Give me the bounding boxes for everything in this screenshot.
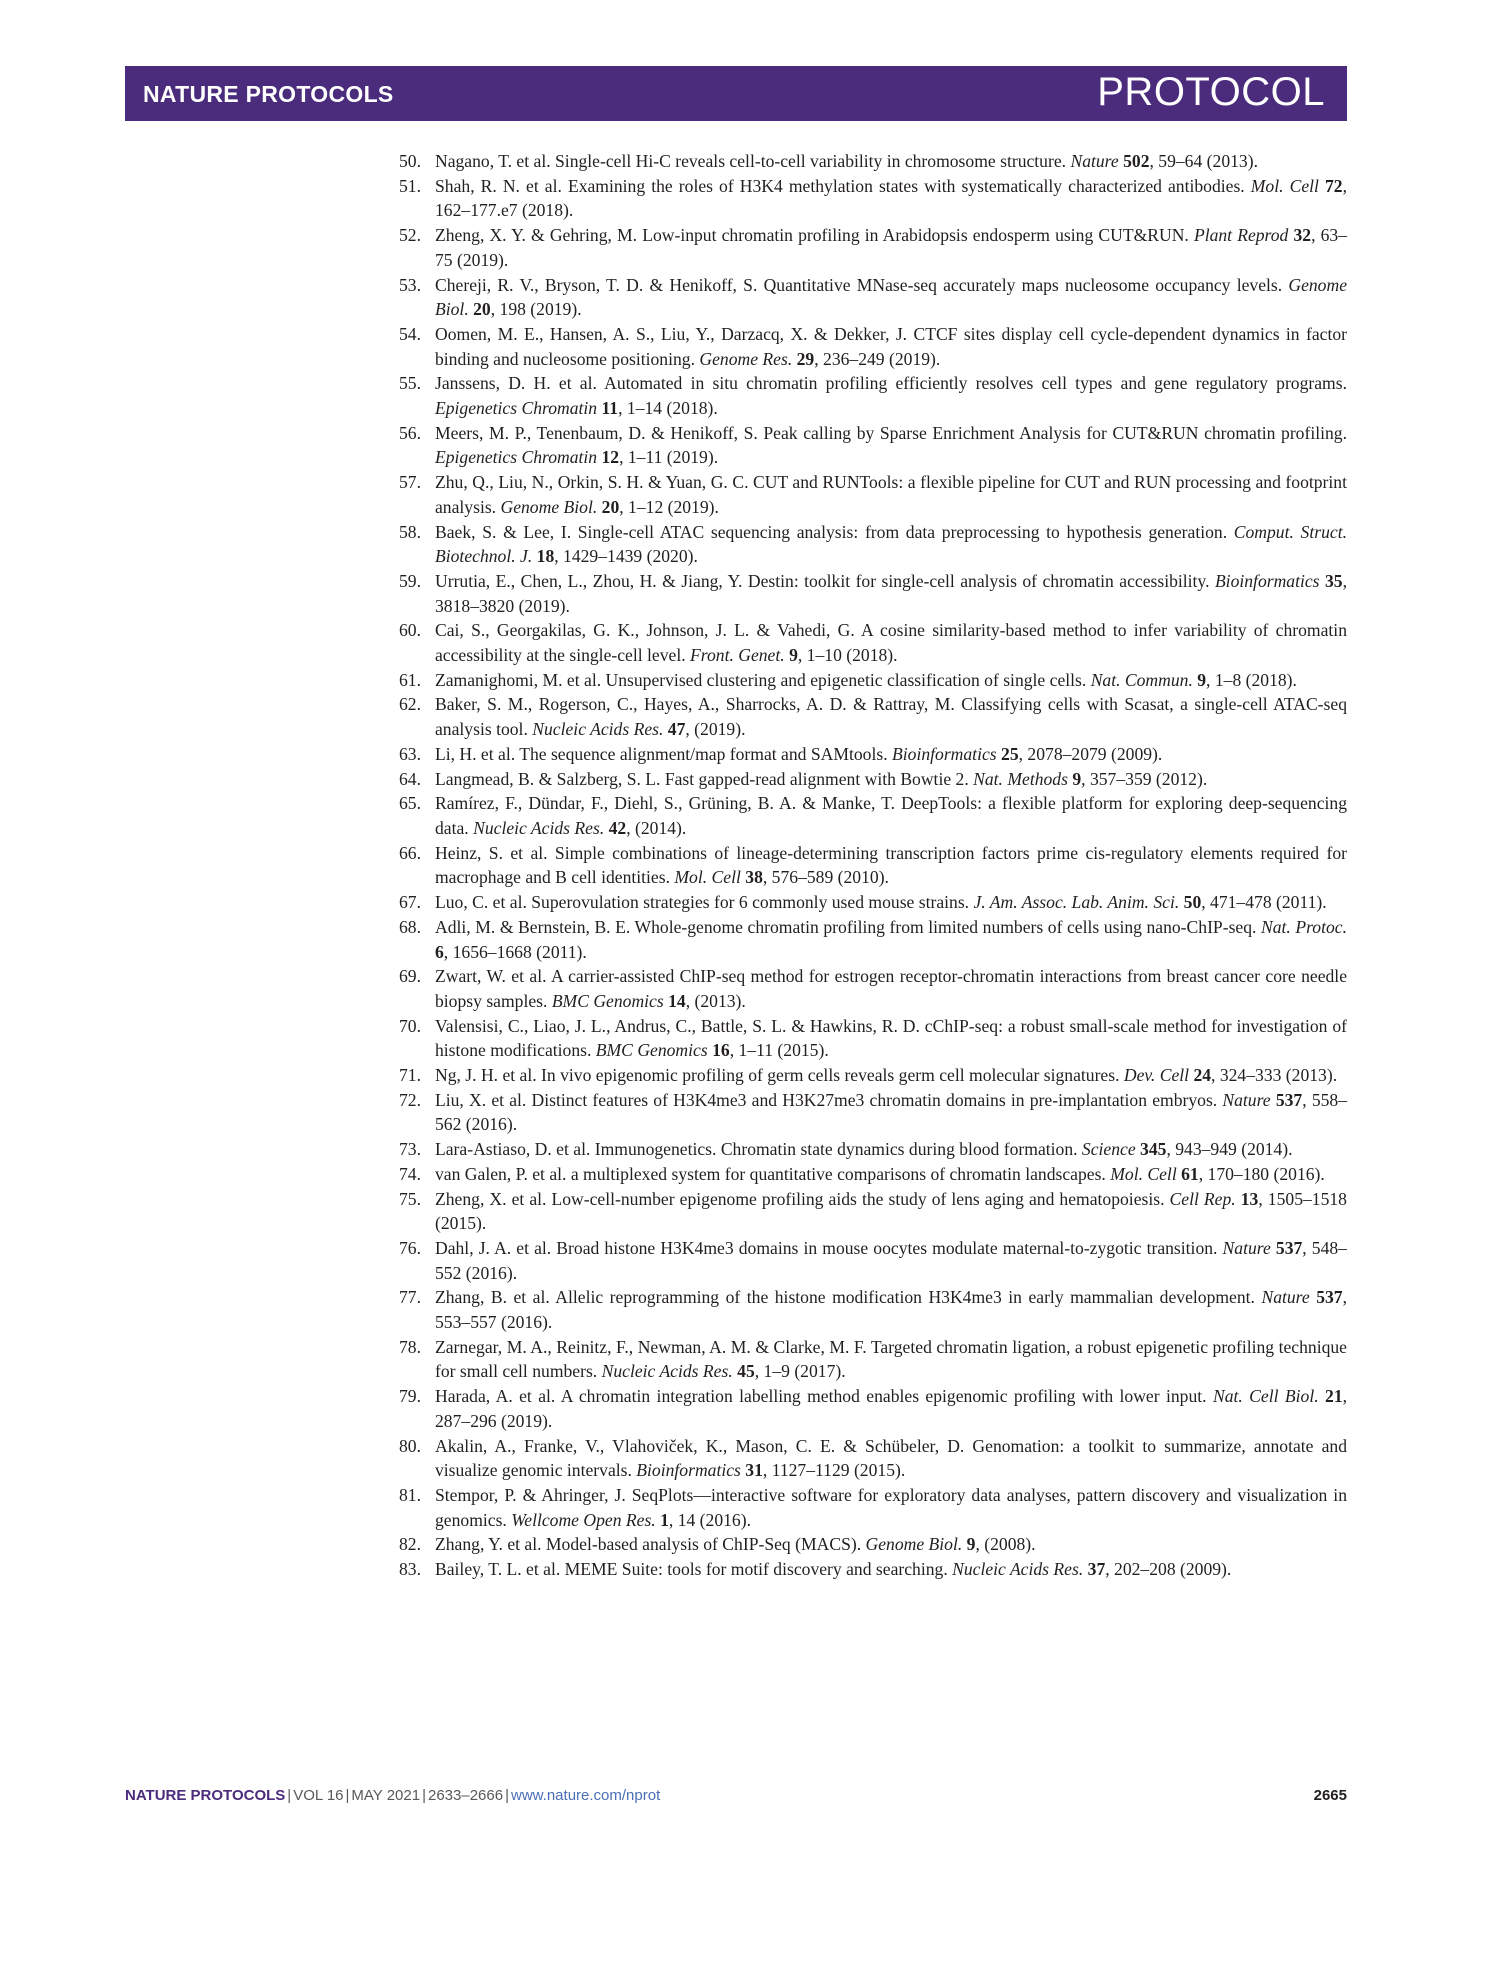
footer-citation: NATURE PROTOCOLS | VOL 16 | MAY 2021 | 2633–2666 | www.nature.com/nprot <box>125 1787 661 1804</box>
reference-item <box>399 1285 1347 1334</box>
reference-pages: , 576–589 (2010). <box>762 867 889 888</box>
reference-journal: Bioinformatics <box>892 743 997 764</box>
reference-text: Ng, J. H. et al. In vivo epigenomic profiling of germ cells reveals germ cell molecular signatures. <box>435 1065 1120 1086</box>
reference-journal: Mol. Cell <box>1110 1163 1177 1184</box>
reference-volume: 20 <box>601 496 620 517</box>
reference-pages: , 1–10 (2018). <box>797 645 898 666</box>
reference-journal: Nucleic Acids Res. <box>532 719 664 740</box>
reference-journal: Bioinformatics <box>1214 570 1320 591</box>
reference-number: 75. <box>399 1188 421 1209</box>
reference-number: 64. <box>399 768 421 789</box>
reference-pages: , 357–359 (2012). <box>1081 768 1208 789</box>
reference-journal: Plant Reprod <box>1193 225 1289 246</box>
reference-number: 51. <box>399 175 421 196</box>
reference-text: Langmead, B. & Salzberg, S. L. Fast gapped-read alignment with Bowtie 2. <box>435 768 969 789</box>
reference-text: Chereji, R. V., Bryson, T. D. & Henikoff, S. Quantitative MNase-seq accurately maps nucleosome occupancy levels. <box>435 274 1283 295</box>
reference-number: 57. <box>399 472 421 493</box>
reference-item <box>399 470 1347 519</box>
reference-volume: 345 <box>1140 1139 1167 1160</box>
reference-number: 70. <box>399 1015 421 1036</box>
reference-volume: 20 <box>473 299 491 320</box>
reference-pages: , 1127–1129 (2015). <box>762 1460 906 1481</box>
reference-journal: BMC Genomics <box>551 990 664 1011</box>
reference-pages: , 1–9 (2017). <box>754 1361 846 1382</box>
reference-number: 62. <box>399 694 421 715</box>
reference-volume: 9 <box>1197 669 1207 690</box>
reference-journal: Nat. Protoc. <box>1260 916 1347 937</box>
reference-item <box>399 964 1347 1013</box>
reference-volume: 25 <box>1001 743 1019 764</box>
reference-pages: , 1–11 (2019). <box>619 447 719 468</box>
reference-number: 81. <box>399 1484 421 1505</box>
reference-volume: 37 <box>1087 1559 1106 1580</box>
footer-volume: VOL 16 <box>293 1787 344 1804</box>
reference-journal: Nat. Methods <box>973 768 1068 789</box>
reference-volume: 38 <box>745 867 763 888</box>
reference-item <box>399 1162 1347 1187</box>
reference-pages: , 553–557 (2016). <box>435 1287 1347 1333</box>
reference-item <box>399 890 1347 915</box>
reference-pages: , 1–11 (2015). <box>729 1040 829 1061</box>
reference-volume: 18 <box>536 546 555 567</box>
reference-number: 76. <box>399 1237 421 1258</box>
reference-item <box>399 915 1347 964</box>
reference-pages: , 1–14 (2018). <box>618 398 718 419</box>
footer-pages: 2633–2666 <box>428 1787 504 1804</box>
reference-text: Stempor, P. & Ahringer, J. SeqPlots—interactive software for exploratory data analyses, pattern discovery and visualization in genomics. <box>435 1484 1347 1530</box>
reference-item <box>399 1483 1347 1532</box>
reference-item <box>399 569 1347 618</box>
reference-text: Shah, R. N. et al. Examining the roles of H3K4 methylation states with systematically characterized antibodies. <box>435 175 1245 196</box>
reference-text: Ramírez, F., Dündar, F., Diehl, S., Grüning, B. A. & Manke, T. DeepTools: a flexible platform for exploring deep-sequencing data. <box>435 793 1347 838</box>
reference-list <box>399 149 1347 1582</box>
reference-volume: 24 <box>1193 1065 1212 1086</box>
reference-number: 59. <box>399 570 421 591</box>
reference-text: Urrutia, E., Chen, L., Zhou, H. & Jiang, Y. Destin: toolkit for single-cell analysis of chromatin accessibility. <box>435 570 1210 591</box>
reference-item <box>399 791 1347 840</box>
reference-volume: 50 <box>1183 892 1202 913</box>
page-number: 2665 <box>1313 1787 1347 1804</box>
reference-volume: 9 <box>789 645 798 666</box>
reference-item <box>399 692 1347 741</box>
reference-journal: Dev. Cell <box>1123 1065 1190 1086</box>
reference-volume: 537 <box>1316 1287 1343 1308</box>
reference-text: Luo, C. et al. Superovulation strategies for 6 commonly used mouse strains. <box>435 892 970 913</box>
reference-journal: Genome Biol. <box>435 274 1347 320</box>
reference-item <box>399 1434 1347 1483</box>
reference-item <box>399 371 1347 420</box>
reference-number: 65. <box>399 793 421 814</box>
reference-pages: , 548–552 (2016). <box>435 1237 1347 1283</box>
reference-item <box>399 841 1347 890</box>
reference-journal: BMC Genomics <box>595 1040 708 1061</box>
reference-pages: , (2013). <box>685 990 746 1011</box>
reference-text: Bailey, T. L. et al. MEME Suite: tools for motif discovery and searching. <box>435 1559 948 1580</box>
reference-pages: , 324–333 (2013). <box>1211 1065 1338 1086</box>
footer-date: MAY 2021 <box>351 1787 421 1804</box>
page-footer <box>125 1787 1347 1811</box>
reference-item <box>399 742 1347 767</box>
reference-volume: 9 <box>1072 768 1082 789</box>
reference-pages: , 198 (2019). <box>490 299 582 320</box>
reference-volume: 9 <box>966 1534 976 1555</box>
reference-number: 82. <box>399 1534 421 1555</box>
reference-pages: , 287–296 (2019). <box>435 1386 1348 1431</box>
reference-text: Zheng, X. et al. Low-cell-number epigenome profiling aids the study of lens aging and hematopoiesis. <box>435 1188 1165 1209</box>
reference-item <box>399 1557 1347 1582</box>
reference-item <box>399 174 1347 223</box>
reference-text: van Galen, P. et al. a multiplexed system for quantitative comparisons of chromatin landscapes. <box>435 1163 1106 1184</box>
reference-pages: , 2078–2079 (2009). <box>1018 743 1163 764</box>
reference-journal: Genome Biol. <box>865 1534 963 1555</box>
reference-pages: , 3818–3820 (2019). <box>435 570 1347 616</box>
reference-item <box>399 668 1347 693</box>
reference-pages: , (2008). <box>975 1534 1036 1555</box>
reference-volume: 537 <box>1275 1237 1303 1258</box>
reference-number: 54. <box>399 323 421 344</box>
reference-text: Liu, X. et al. Distinct features of H3K4me3 and H3K27me3 chromatin domains in pre-implantation embryos. <box>435 1089 1218 1110</box>
reference-journal: Nature <box>1070 151 1119 171</box>
reference-volume: 61 <box>1181 1163 1199 1184</box>
reference-pages: , 59–64 (2013). <box>1149 151 1258 171</box>
reference-number: 61. <box>399 669 421 690</box>
reference-number: 52. <box>399 225 421 246</box>
reference-pages: , 1656–1668 (2011). <box>443 941 587 962</box>
reference-text: Adli, M. & Bernstein, B. E. Whole-genome chromatin profiling from limited numbers of cells using nano-ChIP-seq. <box>435 916 1257 937</box>
reference-text: Cai, S., Georgakilas, G. K., Johnson, J. L. & Vahedi, G. A cosine similarity-based method to infer variability of chromatin accessibility at the single-cell level. <box>435 620 1347 666</box>
reference-text: Harada, A. et al. A chromatin integration labelling method enables epigenomic profiling with lower input. <box>435 1386 1207 1407</box>
reference-item <box>399 1088 1347 1137</box>
reference-volume: 6 <box>435 941 444 962</box>
reference-volume: 537 <box>1275 1089 1303 1110</box>
reference-number: 50. <box>399 151 421 171</box>
reference-pages: , 63–75 (2019). <box>435 225 1348 270</box>
reference-pages: , 236–249 (2019). <box>814 348 941 369</box>
reference-item <box>399 1063 1347 1088</box>
reference-number: 67. <box>399 892 421 913</box>
reference-item <box>399 1236 1347 1285</box>
reference-number: 53. <box>399 274 421 295</box>
reference-journal: Nucleic Acids Res. <box>952 1559 1084 1580</box>
reference-journal: Epigenetics Chromatin <box>435 398 598 419</box>
reference-text: Zhu, Q., Liu, N., Orkin, S. H. & Yuan, G. C. CUT and RUNTools: a flexible pipeline for CUT and RUN processing and footprint analysis. <box>435 472 1347 517</box>
reference-volume: 21 <box>1325 1386 1343 1407</box>
reference-item <box>399 1014 1347 1063</box>
section-label: PROTOCOL <box>1097 70 1325 114</box>
reference-volume: 42 <box>608 817 627 838</box>
reference-text: Li, H. et al. The sequence alignment/map format and SAMtools. <box>435 743 888 764</box>
reference-number: 79. <box>399 1386 421 1407</box>
reference-text: Lara-Astiaso, D. et al. Immunogenetics. Chromatin state dynamics during blood formation. <box>435 1139 1078 1160</box>
reference-item <box>399 1187 1347 1236</box>
reference-volume: 35 <box>1324 570 1343 591</box>
reference-number: 60. <box>399 620 421 641</box>
reference-item <box>399 618 1347 667</box>
reference-journal: Mol. Cell <box>674 867 741 888</box>
reference-text: Valensisi, C., Liao, J. L., Andrus, C., Battle, S. L. & Hawkins, R. D. cChIP-seq: a robust small-scale method for investigation of histone modifications. <box>435 1015 1347 1061</box>
reference-text: Zheng, X. Y. & Gehring, M. Low-input chromatin profiling in Arabidopsis endosperm using CUT&RUN. <box>435 225 1189 246</box>
reference-number: 66. <box>399 842 421 863</box>
reference-journal: Mol. Cell <box>1250 175 1319 196</box>
reference-journal: Nat. Commun. <box>1090 669 1193 690</box>
reference-item <box>399 1335 1347 1384</box>
journal-name: NATURE PROTOCOLS <box>143 81 394 107</box>
reference-text: Zhang, B. et al. Allelic reprogramming of the histone modification H3K4me3 in early mammalian development. <box>435 1287 1255 1308</box>
reference-item <box>399 273 1347 322</box>
reference-number: 58. <box>399 521 421 542</box>
reference-text: Dahl, J. A. et al. Broad histone H3K4me3 domains in mouse oocytes modulate maternal-to-zygotic transition. <box>435 1237 1218 1258</box>
reference-journal: Wellcome Open Res. <box>511 1509 656 1530</box>
reference-number: 69. <box>399 966 421 987</box>
reference-volume: 11 <box>601 398 619 419</box>
reference-number: 56. <box>399 422 421 443</box>
reference-journal: Nature <box>1261 1287 1310 1308</box>
reference-item <box>399 1384 1347 1433</box>
reference-journal: Nucleic Acids Res. <box>601 1361 733 1382</box>
reference-number: 83. <box>399 1559 421 1580</box>
reference-pages: , 943–949 (2014). <box>1166 1139 1293 1160</box>
reference-pages: , 162–177.e7 (2018). <box>435 175 1347 221</box>
reference-journal: Bioinformatics <box>636 1460 741 1481</box>
reference-volume: 16 <box>712 1040 730 1061</box>
footer-journal: NATURE PROTOCOLS <box>125 1787 286 1804</box>
reference-journal: Nucleic Acids Res. <box>473 817 605 838</box>
footer-url-link[interactable]: www.nature.com/nprot <box>511 1787 661 1804</box>
reference-volume: 31 <box>745 1460 763 1481</box>
header-bar <box>125 66 1347 121</box>
reference-pages: , 1–12 (2019). <box>619 496 719 517</box>
reference-text: Oomen, M. E., Hansen, A. S., Liu, Y., Darzacq, X. & Dekker, J. CTCF sites display cell cycle-dependent dynamics in factor binding and nucleosome positioning. <box>435 323 1347 369</box>
reference-volume: 47 <box>667 719 686 740</box>
reference-number: 74. <box>399 1163 421 1184</box>
reference-number: 55. <box>399 373 421 394</box>
reference-item <box>399 421 1347 470</box>
reference-item <box>399 520 1347 569</box>
reference-number: 80. <box>399 1435 421 1456</box>
reference-item <box>399 1137 1347 1162</box>
reference-item <box>399 223 1347 272</box>
reference-item <box>399 149 1347 174</box>
reference-volume: 72 <box>1325 175 1343 196</box>
reference-pages: , 1429–1439 (2020). <box>554 546 698 567</box>
reference-journal: J. Am. Assoc. Lab. Anim. Sci. <box>973 892 1180 913</box>
reference-pages: , 558–562 (2016). <box>435 1089 1348 1135</box>
reference-pages: , (2019). <box>685 719 746 740</box>
reference-volume: 29 <box>796 348 815 369</box>
reference-text: Meers, M. P., Tenenbaum, D. & Henikoff, S. Peak calling by Sparse Enrichment Analysis for CUT&RUN chromatin profiling. <box>435 422 1347 443</box>
reference-volume: 45 <box>737 1361 755 1382</box>
reference-pages: , 202–208 (2009). <box>1105 1559 1232 1580</box>
reference-pages: , 1–8 (2018). <box>1206 669 1297 690</box>
reference-volume: 14 <box>668 990 686 1011</box>
reference-number: 68. <box>399 916 421 937</box>
reference-number: 63. <box>399 743 421 764</box>
reference-text: Zhang, Y. et al. Model-based analysis of ChIP-Seq (MACS). <box>435 1534 862 1555</box>
reference-text: Zarnegar, M. A., Reinitz, F., Newman, A. M. & Clarke, M. F. Targeted chromatin ligation, a robust epigenetic profiling technique for small cell numbers. <box>435 1336 1347 1382</box>
reference-item <box>399 767 1347 792</box>
reference-journal: Comput. Struct. Biotechnol. J. <box>435 521 1347 567</box>
reference-volume: 12 <box>601 447 620 468</box>
reference-number: 72. <box>399 1089 421 1110</box>
reference-journal: Nat. Cell Biol. <box>1212 1386 1319 1407</box>
reference-journal: Front. Genet. <box>690 645 785 666</box>
reference-journal: Genome Biol. <box>500 496 598 517</box>
reference-item <box>399 1532 1347 1557</box>
reference-journal: Nature <box>1222 1237 1271 1258</box>
reference-pages: , 170–180 (2016). <box>1198 1163 1325 1184</box>
reference-journal: Genome Res. <box>699 348 793 369</box>
reference-journal: Nature <box>1222 1089 1271 1110</box>
reference-volume: 1 <box>660 1509 669 1530</box>
reference-text: Heinz, S. et al. Simple combinations of lineage-determining transcription factors prime cis-regulatory elements required for macrophage and B cell identities. <box>435 842 1347 888</box>
reference-number: 77. <box>399 1287 421 1308</box>
reference-number: 71. <box>399 1065 421 1086</box>
reference-text: Janssens, D. H. et al. Automated in situ chromatin profiling efficiently resolves cell types and gene regulatory programs. <box>435 373 1347 394</box>
reference-journal: Cell Rep. <box>1169 1188 1236 1209</box>
reference-volume: 502 <box>1123 151 1150 171</box>
reference-pages: , 471–478 (2011). <box>1201 892 1327 913</box>
reference-text: Akalin, A., Franke, V., Vlahoviček, K., Mason, C. E. & Schübeler, D. Genomation: a toolkit to summarize, annotate and visualize genomic intervals. <box>435 1435 1347 1481</box>
reference-journal: Epigenetics Chromatin <box>435 447 598 468</box>
reference-text: Nagano, T. et al. Single-cell Hi-C reveals cell-to-cell variability in chromosome structure. <box>435 151 1067 171</box>
reference-number: 73. <box>399 1139 421 1160</box>
reference-text: Zwart, W. et al. A carrier-assisted ChIP-seq method for estrogen receptor-chromatin interactions from breast cancer core needle biopsy samples. <box>435 966 1347 1011</box>
reference-volume: 13 <box>1240 1188 1259 1209</box>
reference-item <box>399 322 1347 371</box>
reference-volume: 32 <box>1293 225 1312 246</box>
reference-pages: , 1505–1518 (2015). <box>435 1188 1347 1234</box>
reference-number: 78. <box>399 1336 421 1357</box>
reference-pages: , (2014). <box>626 817 687 838</box>
reference-text: Zamanighomi, M. et al. Unsupervised clustering and epigenetic classification of single cells. <box>435 669 1087 690</box>
reference-journal: Science <box>1081 1139 1136 1160</box>
reference-text: Baek, S. & Lee, I. Single-cell ATAC sequencing analysis: from data preprocessing to hypothesis generation. <box>435 521 1228 542</box>
reference-pages: , 14 (2016). <box>668 1509 751 1530</box>
reference-text: Baker, S. M., Rogerson, C., Hayes, A., Sharrocks, A. D. & Rattray, M. Classifying cells with Scasat, a single-cell ATAC-seq analysis tool. <box>435 694 1347 740</box>
